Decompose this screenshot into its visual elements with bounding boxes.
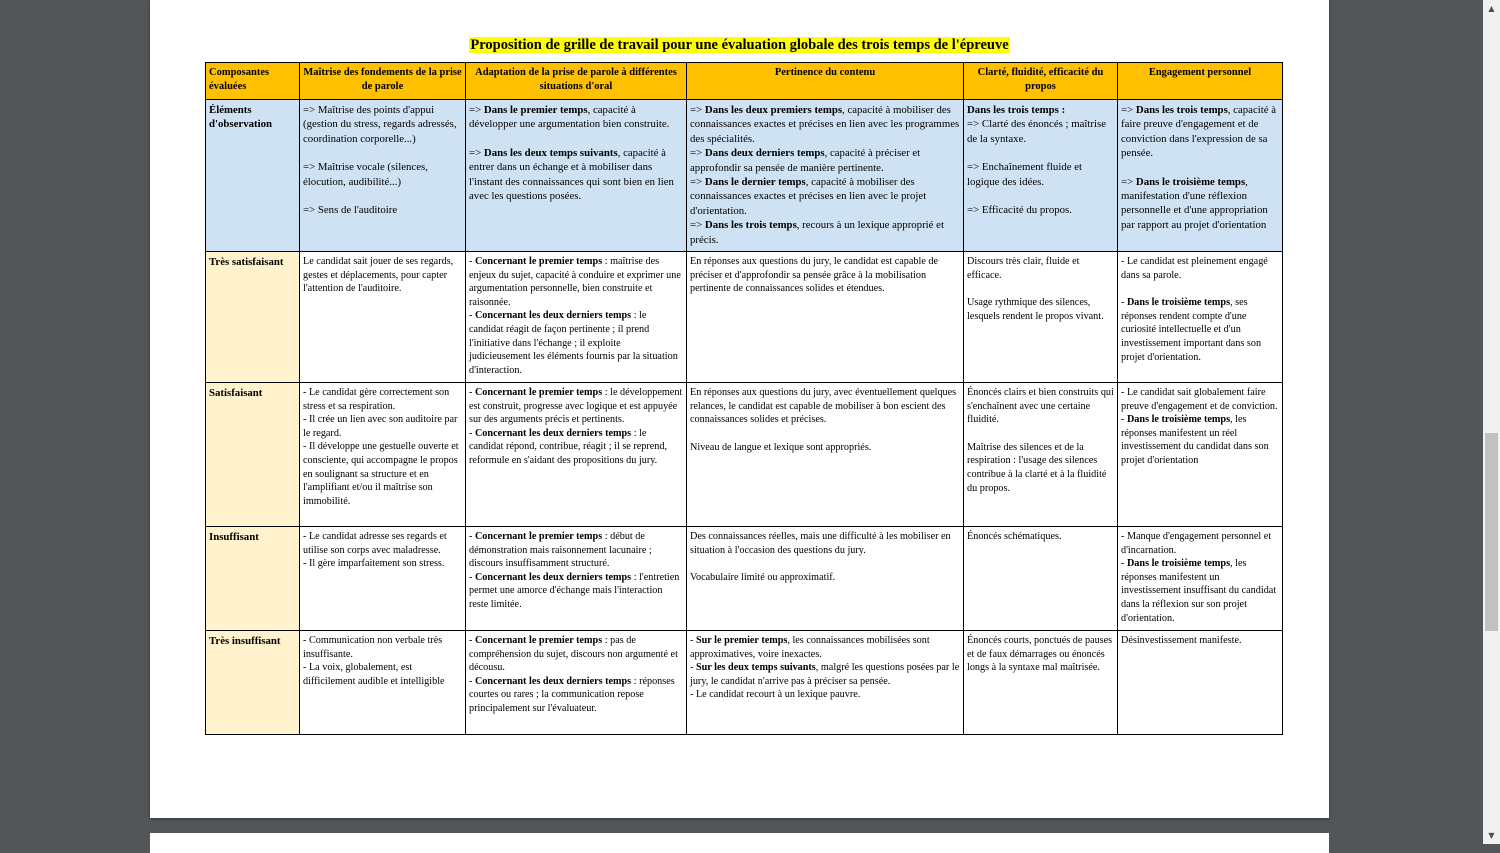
bold-phrase: Dans les trois temps bbox=[704, 219, 797, 232]
column-header: Engagement personnel bbox=[1118, 63, 1283, 100]
document-page bbox=[150, 0, 1329, 818]
table-cell bbox=[1118, 527, 1283, 631]
paragraph-text: En réponses aux questions du jury, avec éventuellement quelques relances, le candidat est capable de mobiliser à bon escient des connaissances solides et précises. bbox=[690, 387, 957, 426]
paragraph-text: => Maîtrise vocale (silences, élocution, audibilité...) bbox=[303, 161, 428, 188]
cell-paragraph bbox=[469, 386, 683, 427]
cell-paragraph bbox=[303, 634, 462, 661]
cell-paragraph bbox=[469, 571, 683, 612]
next-page bbox=[150, 833, 1329, 853]
cell-paragraph bbox=[690, 386, 960, 427]
bold-phrase: Concernant le premier temps bbox=[474, 531, 603, 542]
cell-paragraph bbox=[690, 530, 960, 557]
table-row bbox=[206, 527, 1283, 631]
bold-phrase: Dans le troisième temps bbox=[1126, 414, 1231, 426]
paragraph-text: - Il gère imparfaitement son stress. bbox=[303, 558, 445, 570]
bold-phrase: Dans le troisième temps bbox=[1126, 558, 1231, 570]
paragraph-text: Énoncés courts, ponctués de pauses et de faux démarrages ou énoncés longs à la syntaxe mal maîtrisée. bbox=[967, 635, 1113, 674]
cell-paragraph bbox=[690, 571, 960, 585]
paragraph-prefix: - bbox=[469, 635, 475, 646]
bold-phrase: Concernant les deux derniers temps bbox=[474, 675, 632, 687]
scroll-down-arrow-icon[interactable]: ▼ bbox=[1488, 831, 1495, 840]
cell-paragraph bbox=[690, 103, 960, 146]
paragraph-text: - Le candidat adresse ses regards et utilise son corps avec maladresse. bbox=[303, 531, 447, 556]
cell-paragraph bbox=[1121, 175, 1279, 233]
cell-paragraph bbox=[303, 530, 462, 557]
paragraph-text: , les réponses manifestent un investissement insuffisant du candidat dans la réflexion sur son projet d'orientation. bbox=[1121, 558, 1277, 624]
table-cell bbox=[964, 100, 1118, 252]
bold-phrase: Dans le premier temps bbox=[483, 104, 588, 116]
paragraph-prefix: - bbox=[469, 531, 475, 542]
column-header: Clarté, fluidité, efficacité du propos bbox=[964, 63, 1118, 100]
paragraph-text: - Le candidat sait globalement faire preuve d'engagement et de conviction. bbox=[1121, 387, 1278, 412]
paragraph-prefix: => bbox=[690, 219, 705, 232]
paragraph-prefix: => bbox=[690, 147, 705, 160]
cell-paragraph bbox=[690, 661, 960, 688]
bold-phrase: Sur les deux temps suivants bbox=[695, 662, 816, 674]
cell-paragraph bbox=[1121, 255, 1279, 282]
cell-paragraph bbox=[469, 634, 683, 675]
cell-paragraph bbox=[967, 203, 1114, 217]
table-cell bbox=[466, 527, 687, 631]
row-label: Satisfaisant bbox=[206, 383, 300, 527]
cell-paragraph bbox=[469, 530, 683, 571]
paragraph-prefix: - bbox=[469, 387, 475, 398]
cell-paragraph bbox=[967, 160, 1114, 189]
paragraph-prefix: - bbox=[469, 427, 475, 439]
paragraph-prefix: - bbox=[690, 635, 696, 646]
paragraph-prefix: - bbox=[1121, 297, 1127, 309]
paragraph-text: , capacité à mobiliser des connaissances exactes et précises en lien avec les programmes des spécialités. bbox=[690, 104, 960, 145]
cell-paragraph bbox=[303, 103, 462, 146]
table-cell bbox=[300, 631, 466, 735]
cell-paragraph bbox=[303, 557, 462, 571]
table-cell bbox=[964, 252, 1118, 383]
cell-paragraph bbox=[967, 103, 1114, 117]
paragraph-prefix: => bbox=[469, 104, 484, 116]
cell-paragraph bbox=[967, 255, 1114, 282]
paragraph-text: Maîtrise des silences et de la respiration : l'usage des silences contribue à la clarté et à la fluidité du propos. bbox=[967, 441, 1107, 494]
paragraph-prefix: - bbox=[1121, 558, 1127, 570]
paragraph-text: , les réponses manifestent un réel investissement du candidat dans son projet d'orientation bbox=[1121, 414, 1269, 466]
cell-paragraph bbox=[469, 427, 683, 468]
cell-paragraph bbox=[303, 661, 462, 688]
paragraph-text: : début de démonstration mais raisonnement lacunaire ; discours insuffisamment structuré. bbox=[469, 531, 652, 570]
paragraph-text: : réponses courtes ou rares ; la communication repose principalement sur l'évaluateur. bbox=[469, 675, 675, 714]
scrollbar-thumb[interactable] bbox=[1485, 433, 1498, 631]
bold-phrase: Dans deux derniers temps bbox=[704, 147, 825, 160]
cell-paragraph bbox=[967, 117, 1114, 146]
paragraph-text: - Le candidat est pleinement engagé dans sa parole. bbox=[1121, 256, 1268, 281]
bold-phrase: Concernant les deux derniers temps bbox=[474, 571, 632, 583]
bold-phrase: Dans les trois temps : bbox=[967, 104, 1066, 116]
row-label: Très insuffisant bbox=[206, 631, 300, 735]
bold-phrase: Concernant le premier temps bbox=[474, 635, 603, 646]
table-cell bbox=[300, 252, 466, 383]
paragraph-prefix: => bbox=[1121, 175, 1136, 188]
cell-paragraph bbox=[1121, 103, 1279, 161]
paragraph-text: - Le candidat recourt à un lexique pauvre. bbox=[690, 689, 861, 701]
table-cell bbox=[687, 631, 964, 735]
table-row bbox=[206, 631, 1283, 735]
bold-phrase: Dans le troisième temps bbox=[1126, 297, 1231, 309]
table-cell bbox=[300, 527, 466, 631]
paragraph-text: , malgré les questions posées par le jury, le candidat n'arrive pas à préciser sa pensée. bbox=[690, 662, 960, 687]
cell-paragraph bbox=[967, 296, 1114, 323]
paragraph-prefix: - bbox=[690, 662, 696, 674]
bold-phrase: Dans le troisième temps bbox=[1135, 175, 1246, 188]
paragraph-prefix: - bbox=[469, 571, 475, 583]
column-header: Pertinence du contenu bbox=[687, 63, 964, 100]
paragraph-text: => Sens de l'auditoire bbox=[303, 204, 398, 217]
table-cell bbox=[964, 527, 1118, 631]
paragraph-text: Des connaissances réelles, mais une difficulté à les mobiliser en situation à l'occasion des questions du jury. bbox=[690, 531, 951, 556]
cell-paragraph bbox=[690, 634, 960, 661]
paragraph-text: => Clarté des énoncés ; maîtrise de la syntaxe. bbox=[967, 118, 1106, 145]
cell-paragraph bbox=[469, 675, 683, 716]
table-cell bbox=[687, 383, 964, 527]
cell-paragraph bbox=[303, 413, 462, 440]
cell-paragraph bbox=[303, 203, 462, 217]
column-header: Composantes évaluées bbox=[206, 63, 300, 100]
table-row bbox=[206, 100, 1283, 252]
column-header: Adaptation de la prise de parole à différentes situations d'oral bbox=[466, 63, 687, 100]
cell-paragraph bbox=[1121, 634, 1279, 648]
bold-phrase: Dans les deux temps suivants bbox=[483, 146, 618, 159]
table-cell bbox=[964, 631, 1118, 735]
table-cell bbox=[300, 100, 466, 252]
paragraph-text: - Il crée un lien avec son auditoire par le regard. bbox=[303, 414, 458, 439]
cell-paragraph bbox=[1121, 530, 1279, 557]
table-cell bbox=[466, 252, 687, 383]
paragraph-prefix: - bbox=[469, 310, 475, 322]
cell-paragraph bbox=[1121, 386, 1279, 413]
paragraph-prefix: => bbox=[690, 176, 705, 189]
paragraph-text: En réponses aux questions du jury, le candidat est capable de préciser et d'approfondir sa pensée grâce à la mobilisation pertinente de connaissances solides et étendues. bbox=[690, 256, 939, 295]
cell-paragraph bbox=[469, 255, 683, 309]
cell-paragraph bbox=[967, 530, 1114, 544]
paragraph-text: : maîtrise des enjeux du sujet, capacité à conduire et exprimer une argumentation personnelle, bien construite et raisonnée. bbox=[469, 256, 681, 308]
table-row bbox=[206, 252, 1283, 383]
paragraph-text: , capacité à préciser et approfondir sa pensée de manière pertinente. bbox=[690, 147, 921, 174]
bold-phrase: Dans les trois temps bbox=[1135, 104, 1228, 116]
paragraph-text: => Efficacité du propos. bbox=[967, 204, 1072, 217]
cell-paragraph bbox=[690, 255, 960, 296]
table-cell bbox=[466, 631, 687, 735]
paragraph-text: Énoncés schématiques. bbox=[967, 531, 1062, 542]
table-cell bbox=[1118, 631, 1283, 735]
paragraph-text: => Maîtrise des points d'appui (gestion du stress, regards adressés, coordination corporelle...) bbox=[303, 104, 457, 145]
paragraph-text: Énoncés clairs et bien construits qui s'enchaînent avec une certaine fluidité. bbox=[967, 387, 1114, 426]
paragraph-text: , capacité à entrer dans un échange et à mobiliser dans l'instant des connaissances qui sont bien en lien avec les questions posées. bbox=[469, 146, 674, 203]
paragraph-prefix: - bbox=[469, 256, 475, 267]
cell-paragraph bbox=[303, 160, 462, 189]
paragraph-text: Discours très clair, fluide et efficace. bbox=[967, 256, 1080, 281]
paragraph-text: - Il développe une gestuelle ouverte et consciente, qui accompagne le propos en soulignant sa structure et en l'amplifiant et/ou il maîtrise son immobilité. bbox=[303, 441, 459, 507]
table-cell bbox=[1118, 252, 1283, 383]
scroll-up-arrow-icon[interactable]: ▲ bbox=[1488, 4, 1495, 13]
cell-paragraph bbox=[303, 440, 462, 508]
table-cell bbox=[687, 527, 964, 631]
cell-paragraph bbox=[469, 103, 683, 132]
cell-paragraph bbox=[1121, 296, 1279, 364]
paragraph-prefix: - bbox=[469, 675, 475, 687]
paragraph-prefix: => bbox=[469, 146, 484, 159]
paragraph-prefix: => bbox=[1121, 104, 1136, 116]
paragraph-text: : le candidat répond, contribue, réagit ; il se reprend, reformule en s'aidant des propositions du jury. bbox=[469, 427, 668, 466]
paragraph-text: - Manque d'engagement personnel et d'incarnation. bbox=[1121, 531, 1272, 556]
vertical-scrollbar[interactable] bbox=[1483, 0, 1500, 844]
paragraph-prefix: => bbox=[690, 104, 705, 116]
paragraph-text: => Enchaînement fluide et logique des idées. bbox=[967, 161, 1083, 188]
paragraph-text: : le développement est construit, progresse avec logique et est appuyée sur des arguments précis et pertinents. bbox=[469, 387, 683, 426]
paragraph-text: , manifestation d'une réflexion personnelle et d'une appropriation par rapport au projet d'orientation bbox=[1121, 175, 1268, 231]
bold-phrase: Concernant le premier temps bbox=[474, 256, 603, 267]
paragraph-text: : l'entretien permet une amorce d'échange mais l'interaction reste limitée. bbox=[469, 571, 680, 610]
table-cell bbox=[687, 252, 964, 383]
paragraph-text: - Communication non verbale très insuffisante. bbox=[303, 635, 443, 660]
table-cell bbox=[466, 100, 687, 252]
cell-paragraph bbox=[967, 441, 1114, 495]
table-cell bbox=[964, 383, 1118, 527]
paragraph-text: Niveau de langue et lexique sont appropriés. bbox=[690, 441, 872, 453]
cell-paragraph bbox=[1121, 413, 1279, 467]
bold-phrase: Concernant les deux derniers temps bbox=[474, 427, 632, 439]
paragraph-text: , recours à un lexique approprié et précis. bbox=[690, 219, 944, 246]
paragraph-text: , capacité à développer une argumentation bien construite. bbox=[469, 104, 670, 131]
cell-paragraph bbox=[690, 175, 960, 218]
paragraph-text: Désinvestissement manifeste. bbox=[1121, 635, 1242, 646]
paragraph-text: - Le candidat gère correctement son stress et sa respiration. bbox=[303, 387, 450, 412]
cell-paragraph bbox=[303, 386, 462, 413]
cell-paragraph bbox=[469, 309, 683, 377]
paragraph-text: Usage rythmique des silences, lesquels rendent le propos vivant. bbox=[967, 297, 1104, 322]
column-header: Maîtrise des fondements de la prise de parole bbox=[300, 63, 466, 100]
paragraph-prefix: - bbox=[1121, 414, 1127, 426]
bold-phrase: Concernant les deux derniers temps bbox=[474, 310, 632, 322]
table-cell bbox=[1118, 100, 1283, 252]
bold-phrase: Concernant le premier temps bbox=[474, 387, 603, 398]
cell-paragraph bbox=[690, 688, 960, 702]
cell-paragraph bbox=[690, 146, 960, 175]
paragraph-text: , capacité à faire preuve d'engagement et de conviction dans l'expression de sa pensée. bbox=[1121, 104, 1277, 160]
paragraph-text: , capacité à mobiliser des connaissances exactes et précises en lien avec le projet d'orientation. bbox=[690, 176, 927, 217]
table-header-row bbox=[206, 63, 1283, 100]
paragraph-text: , les connaissances mobilisées sont approximatives, voire inexactes. bbox=[690, 635, 930, 660]
table-cell bbox=[300, 383, 466, 527]
paragraph-text: - La voix, globalement, est difficilement audible et intelligible bbox=[303, 662, 445, 687]
evaluation-grid-table bbox=[205, 62, 1283, 735]
paragraph-text: Vocabulaire limité ou approximatif. bbox=[690, 572, 836, 584]
cell-paragraph bbox=[967, 386, 1114, 427]
cell-paragraph bbox=[690, 218, 960, 247]
document-title: Proposition de grille de travail pour une évaluation globale des trois temps de l'épreuve bbox=[470, 37, 1009, 53]
cell-paragraph bbox=[303, 255, 462, 296]
table-cell bbox=[466, 383, 687, 527]
row-label: Insuffisant bbox=[206, 527, 300, 631]
bold-phrase: Dans les deux premiers temps bbox=[704, 104, 843, 116]
row-label: Éléments d'observation bbox=[206, 100, 300, 252]
paragraph-text: : le candidat réagit de façon pertinente ; il prend l'initiative dans l'échange ; il exploite judicieusement les éléments fournis par la situation d'interaction. bbox=[469, 310, 678, 376]
table-cell bbox=[687, 100, 964, 252]
table-row bbox=[206, 383, 1283, 527]
row-label: Très satisfaisant bbox=[206, 252, 300, 383]
paragraph-text: : pas de compréhension du sujet, discours non argumenté et décousu. bbox=[469, 635, 678, 674]
table-cell bbox=[1118, 383, 1283, 527]
cell-paragraph bbox=[1121, 557, 1279, 625]
bold-phrase: Sur le premier temps bbox=[695, 635, 788, 646]
bold-phrase: Dans le dernier temps bbox=[704, 176, 806, 189]
paragraph-text: , ses réponses rendent compte d'une curiosité intellectuelle et d'un investissement important dans son projet d'orientation. bbox=[1121, 297, 1262, 363]
cell-paragraph bbox=[469, 146, 683, 204]
paragraph-text: Le candidat sait jouer de ses regards, gestes et déplacements, pour capter l'attention de l'auditoire. bbox=[303, 256, 454, 295]
cell-paragraph bbox=[690, 441, 960, 455]
cell-paragraph bbox=[967, 634, 1114, 675]
